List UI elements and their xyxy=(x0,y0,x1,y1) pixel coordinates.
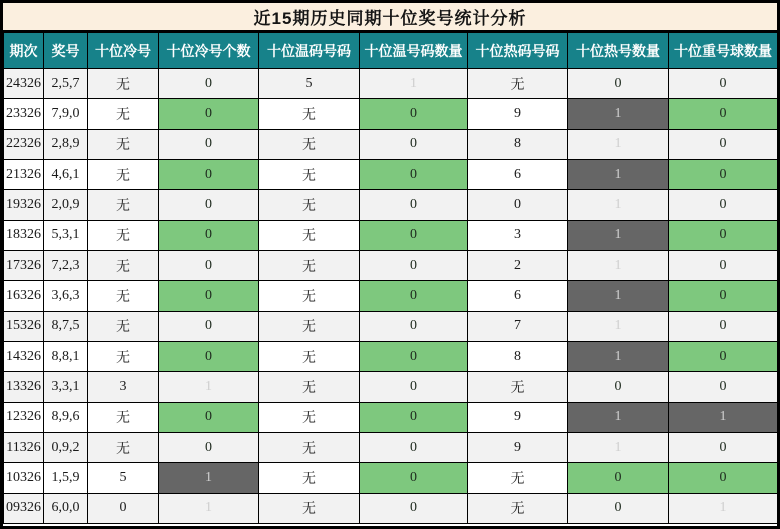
cell-cold-number: 无 xyxy=(88,311,159,341)
cell-repeat-count: 0 xyxy=(669,159,778,189)
cell-winning-numbers: 7,9,0 xyxy=(44,99,88,129)
cell-cold-number: 无 xyxy=(88,129,159,159)
cell-period: 22326 xyxy=(4,129,44,159)
cell-hot-count: 1 xyxy=(568,341,669,371)
cell-winning-numbers: 5,3,1 xyxy=(44,220,88,250)
cell-period: 18326 xyxy=(4,220,44,250)
cell-period: 19326 xyxy=(4,190,44,220)
cell-hot-number: 无 xyxy=(468,372,568,402)
cell-period: 11326 xyxy=(4,432,44,462)
cell-cold-count: 0 xyxy=(159,402,259,432)
cell-warm-count: 0 xyxy=(360,432,468,462)
cell-warm-count: 0 xyxy=(360,372,468,402)
cell-cold-number: 无 xyxy=(88,220,159,250)
cell-hot-count: 1 xyxy=(568,250,669,280)
cell-hot-count: 0 xyxy=(568,372,669,402)
table-row xyxy=(4,463,778,493)
cell-warm-number: 无 xyxy=(259,463,360,493)
table-row xyxy=(4,250,778,280)
cell-period: 13326 xyxy=(4,372,44,402)
cell-winning-numbers: 6,0,0 xyxy=(44,493,88,523)
cell-period: 09326 xyxy=(4,493,44,523)
stats-table xyxy=(3,32,778,524)
cell-repeat-count: 0 xyxy=(669,69,778,99)
table-row xyxy=(4,69,778,99)
cell-repeat-count: 0 xyxy=(669,432,778,462)
cell-cold-count: 0 xyxy=(159,69,259,99)
cell-cold-count: 0 xyxy=(159,281,259,311)
column-header-winning-numbers: 奖号 xyxy=(44,33,88,69)
cell-hot-count: 1 xyxy=(568,311,669,341)
column-header-warm-number: 十位温码号码 xyxy=(259,33,360,69)
cell-warm-number: 无 xyxy=(259,129,360,159)
cell-cold-number: 无 xyxy=(88,190,159,220)
cell-hot-number: 6 xyxy=(468,159,568,189)
table-row xyxy=(4,372,778,402)
cell-hot-count: 1 xyxy=(568,159,669,189)
table-row xyxy=(4,493,778,523)
cell-winning-numbers: 2,5,7 xyxy=(44,69,88,99)
cell-warm-number: 无 xyxy=(259,250,360,280)
cell-warm-count: 0 xyxy=(360,220,468,250)
cell-hot-count: 0 xyxy=(568,493,669,523)
column-header-cold-count: 十位冷号个数 xyxy=(159,33,259,69)
column-header-cold-number: 十位冷号 xyxy=(88,33,159,69)
cell-winning-numbers: 3,3,1 xyxy=(44,372,88,402)
cell-warm-number: 无 xyxy=(259,402,360,432)
cell-repeat-count: 0 xyxy=(669,250,778,280)
cell-period: 14326 xyxy=(4,341,44,371)
cell-hot-count: 0 xyxy=(568,463,669,493)
cell-cold-number: 无 xyxy=(88,281,159,311)
cell-warm-count: 0 xyxy=(360,129,468,159)
cell-warm-count: 1 xyxy=(360,69,468,99)
table-row xyxy=(4,311,778,341)
cell-repeat-count: 0 xyxy=(669,190,778,220)
cell-warm-count: 0 xyxy=(360,250,468,280)
cell-winning-numbers: 8,9,6 xyxy=(44,402,88,432)
cell-hot-count: 1 xyxy=(568,402,669,432)
cell-repeat-count: 1 xyxy=(669,493,778,523)
cell-cold-number: 3 xyxy=(88,372,159,402)
cell-winning-numbers: 8,7,5 xyxy=(44,311,88,341)
cell-winning-numbers: 3,6,3 xyxy=(44,281,88,311)
cell-warm-number: 无 xyxy=(259,341,360,371)
column-header-repeat-count: 十位重号球数量 xyxy=(669,33,778,69)
cell-warm-count: 0 xyxy=(360,463,468,493)
cell-winning-numbers: 7,2,3 xyxy=(44,250,88,280)
title-bar xyxy=(3,3,777,32)
table-row xyxy=(4,281,778,311)
table-body xyxy=(4,69,778,524)
cell-cold-count: 0 xyxy=(159,190,259,220)
cell-hot-number: 9 xyxy=(468,99,568,129)
table-row xyxy=(4,220,778,250)
cell-cold-number: 0 xyxy=(88,493,159,523)
cell-cold-number: 无 xyxy=(88,250,159,280)
cell-winning-numbers: 2,0,9 xyxy=(44,190,88,220)
cell-period: 21326 xyxy=(4,159,44,189)
cell-repeat-count: 0 xyxy=(669,372,778,402)
page-title: 近15期历史同期十位奖号统计分析 xyxy=(253,9,527,28)
cell-warm-number: 无 xyxy=(259,311,360,341)
cell-hot-count: 1 xyxy=(568,190,669,220)
cell-warm-number: 无 xyxy=(259,190,360,220)
cell-cold-count: 1 xyxy=(159,493,259,523)
cell-warm-number: 无 xyxy=(259,493,360,523)
table-row xyxy=(4,341,778,371)
cell-cold-count: 0 xyxy=(159,99,259,129)
cell-hot-count: 1 xyxy=(568,220,669,250)
cell-hot-number: 0 xyxy=(468,190,568,220)
cell-hot-count: 1 xyxy=(568,281,669,311)
table-row xyxy=(4,99,778,129)
cell-cold-count: 0 xyxy=(159,432,259,462)
cell-hot-number: 6 xyxy=(468,281,568,311)
cell-cold-number: 无 xyxy=(88,402,159,432)
cell-period: 16326 xyxy=(4,281,44,311)
cell-cold-number: 无 xyxy=(88,432,159,462)
cell-cold-count: 0 xyxy=(159,341,259,371)
cell-cold-count: 0 xyxy=(159,311,259,341)
cell-warm-count: 0 xyxy=(360,341,468,371)
cell-hot-number: 7 xyxy=(468,311,568,341)
table-header xyxy=(4,33,778,69)
cell-period: 17326 xyxy=(4,250,44,280)
cell-warm-count: 0 xyxy=(360,190,468,220)
table-row xyxy=(4,159,778,189)
cell-warm-count: 0 xyxy=(360,159,468,189)
cell-cold-number: 无 xyxy=(88,159,159,189)
cell-warm-number: 无 xyxy=(259,99,360,129)
cell-warm-count: 0 xyxy=(360,402,468,432)
cell-warm-number: 无 xyxy=(259,159,360,189)
cell-hot-number: 9 xyxy=(468,432,568,462)
cell-hot-number: 2 xyxy=(468,250,568,280)
table-row xyxy=(4,129,778,159)
cell-cold-number: 无 xyxy=(88,341,159,371)
cell-hot-number: 3 xyxy=(468,220,568,250)
cell-hot-number: 9 xyxy=(468,402,568,432)
cell-cold-count: 0 xyxy=(159,250,259,280)
column-header-warm-count: 十位温号码数量 xyxy=(360,33,468,69)
column-header-period: 期次 xyxy=(4,33,44,69)
cell-warm-count: 0 xyxy=(360,493,468,523)
cell-repeat-count: 0 xyxy=(669,341,778,371)
cell-cold-count: 0 xyxy=(159,159,259,189)
cell-winning-numbers: 4,6,1 xyxy=(44,159,88,189)
cell-repeat-count: 1 xyxy=(669,402,778,432)
cell-period: 10326 xyxy=(4,463,44,493)
cell-cold-count: 1 xyxy=(159,463,259,493)
cell-repeat-count: 0 xyxy=(669,463,778,493)
cell-warm-number: 无 xyxy=(259,432,360,462)
cell-hot-count: 1 xyxy=(568,99,669,129)
cell-cold-count: 0 xyxy=(159,220,259,250)
cell-repeat-count: 0 xyxy=(669,99,778,129)
cell-cold-number: 无 xyxy=(88,69,159,99)
cell-hot-number: 无 xyxy=(468,463,568,493)
cell-period: 24326 xyxy=(4,69,44,99)
table-row xyxy=(4,190,778,220)
cell-winning-numbers: 8,8,1 xyxy=(44,341,88,371)
cell-warm-number: 无 xyxy=(259,372,360,402)
cell-hot-number: 无 xyxy=(468,69,568,99)
cell-winning-numbers: 0,9,2 xyxy=(44,432,88,462)
table-row xyxy=(4,402,778,432)
cell-cold-count: 0 xyxy=(159,129,259,159)
cell-warm-count: 0 xyxy=(360,311,468,341)
cell-winning-numbers: 2,8,9 xyxy=(44,129,88,159)
cell-winning-numbers: 1,5,9 xyxy=(44,463,88,493)
cell-cold-number: 5 xyxy=(88,463,159,493)
cell-period: 23326 xyxy=(4,99,44,129)
cell-repeat-count: 0 xyxy=(669,220,778,250)
cell-warm-number: 5 xyxy=(259,69,360,99)
cell-period: 12326 xyxy=(4,402,44,432)
cell-warm-number: 无 xyxy=(259,220,360,250)
table-row xyxy=(4,432,778,462)
column-header-hot-count: 十位热号数量 xyxy=(568,33,669,69)
cell-cold-number: 无 xyxy=(88,99,159,129)
cell-hot-count: 1 xyxy=(568,129,669,159)
cell-warm-number: 无 xyxy=(259,281,360,311)
cell-repeat-count: 0 xyxy=(669,281,778,311)
header-row xyxy=(4,33,778,69)
cell-hot-number: 无 xyxy=(468,493,568,523)
cell-cold-count: 1 xyxy=(159,372,259,402)
cell-warm-count: 0 xyxy=(360,99,468,129)
column-header-hot-number: 十位热码号码 xyxy=(468,33,568,69)
cell-warm-count: 0 xyxy=(360,281,468,311)
cell-hot-number: 8 xyxy=(468,341,568,371)
cell-hot-count: 0 xyxy=(568,69,669,99)
cell-hot-number: 8 xyxy=(468,129,568,159)
cell-period: 15326 xyxy=(4,311,44,341)
cell-repeat-count: 0 xyxy=(669,311,778,341)
cell-repeat-count: 0 xyxy=(669,129,778,159)
cell-hot-count: 1 xyxy=(568,432,669,462)
